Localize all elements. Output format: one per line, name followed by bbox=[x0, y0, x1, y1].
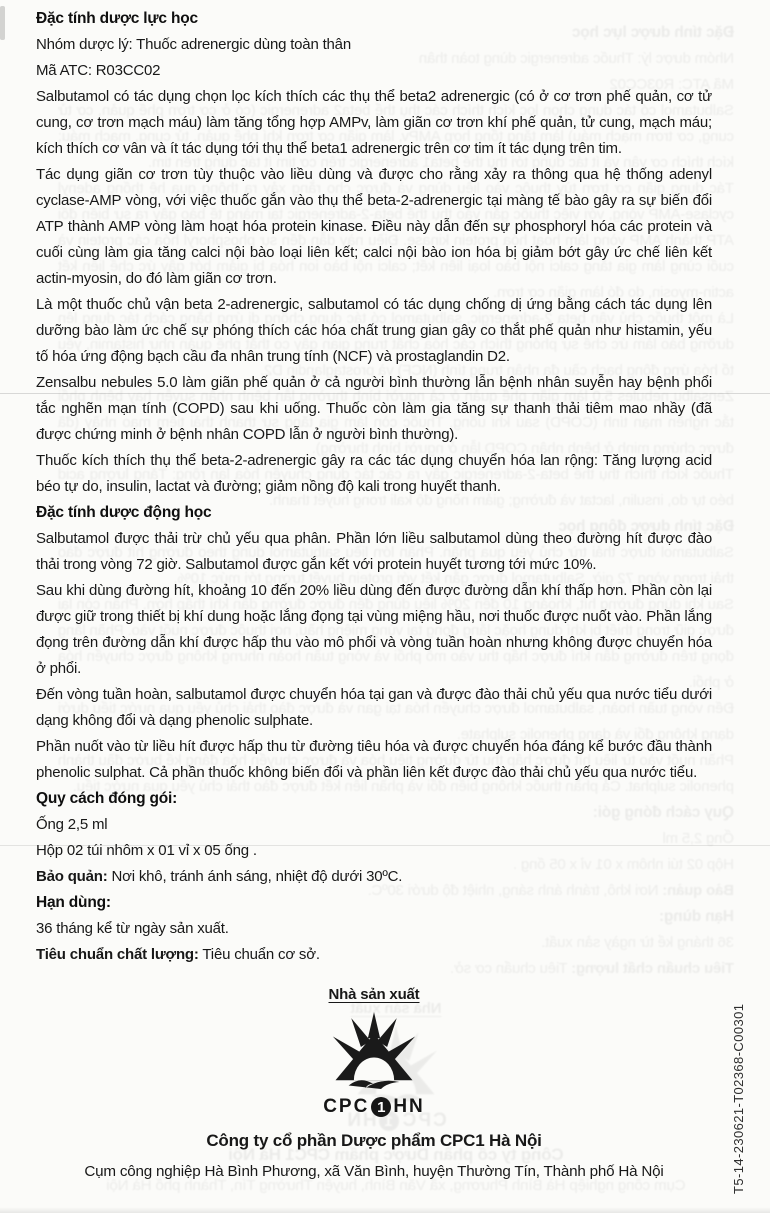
pd-paragraph: Là một thuốc chủ vận beta 2-adrenergic, salbutamol có tác dụng chống dị ứng bằng cách tác dụng lên dưỡng bào làm ức chế sự phóng thích các hóa chất trung gian gây co thắt phế quản như histamin, yếu tố hóa ứng động bạch cầu đa nhân trung tính (NCF) và prostaglandin D2. bbox=[36, 296, 712, 365]
company-address: Cụm công nghiệp Hà Bình Phương, xã Văn Bình, huyện Thường Tín, Thành phố Hà Nội bbox=[84, 1163, 664, 1180]
manufacturer-block bbox=[36, 982, 712, 1185]
section-heading-pharmacodynamics: Đặc tính dược lực học bbox=[36, 10, 198, 27]
section-heading-packaging: Quy cách đóng gói: bbox=[36, 790, 178, 807]
storage-line bbox=[36, 864, 712, 890]
logo-prefix: CPC bbox=[323, 1096, 370, 1117]
scan-smudge bbox=[0, 6, 5, 40]
quality-label: Tiêu chuẩn chất lượng: bbox=[36, 946, 199, 963]
scan-artifact-line bbox=[0, 845, 770, 846]
quality-text: Tiêu chuẩn cơ sở. bbox=[202, 946, 320, 963]
shelf-life-line: 36 tháng kể từ ngày sản xuất. bbox=[36, 920, 229, 937]
drug-group-line: Nhóm dược lý: Thuốc adrenergic dùng toàn thân bbox=[36, 36, 351, 53]
pd-paragraph: Zensalbu nebules 5.0 làm giãn phế quản ở cả người bình thường lẫn bệnh nhân suyễn hay bệnh phổi tắc nghẽn mạn tính (COPD) sau khi uống. Thuốc còn làm gia tăng sự thanh thải tiêm mao nhầy (đã được chứng minh ở bệnh nhân COPD lẫn ở người bình thường). bbox=[36, 374, 712, 443]
packaging-line-box: Hộp 02 túi nhôm x 01 vỉ x 05 ống . bbox=[36, 842, 257, 859]
pd-paragraph: Salbutamol có tác dụng chọn lọc kích thích các thụ thể beta2 adrenergic (có ở cơ trơn phế quản, cơ tử cung, cơ trơn mạch máu) làm tăng tổng hợp AMPv, làm giãn cơ trơn khí phế quản, tử cung, mạch máu; kích thích cơ vân và ít tác dụng tới thụ thể beta1 adrenergic trên cơ tim ít tác dụng trên tim. bbox=[36, 88, 712, 157]
section-heading-pharmacokinetics: Đặc tính dược động học bbox=[36, 504, 212, 521]
logo-one-badge: 1 bbox=[371, 1097, 391, 1117]
atc-code-line: Mã ATC: R03CC02 bbox=[36, 62, 161, 79]
manufacturer-title bbox=[36, 982, 712, 1008]
pk-paragraph: Salbutamol được thải trừ chủ yếu qua phân. Phần lớn liều salbutamol dùng theo đường hít được đào thải trong vòng 72 giờ. Salbutamol được gắn kết với protein huyết tương tới mức 10%. bbox=[36, 530, 712, 573]
packaging-line-vial: Ống 2,5 ml bbox=[36, 816, 108, 833]
cpc1hn-logo-icon bbox=[315, 1012, 433, 1096]
pk-paragraph: Phần nuốt vào từ liều hít được hấp thu từ đường tiêu hóa và được chuyển hóa đáng kể bước đầu thành phenolic sulphat. Cả phần thuốc không biến đổi và phần liên kết được đào thải chủ yếu qua nước tiểu. bbox=[36, 738, 712, 781]
pd-paragraph: Thuốc kích thích thụ thể beta-2-adrenergic gây ra các tác dụng chuyển hóa lan rộng: Tăng lượng acid béo tự do, insulin, lactat và đường; giảm nồng độ kali trong huyết thanh. bbox=[36, 452, 712, 495]
batch-code-vertical: T5-14-230621-T02368-C00301 bbox=[731, 1003, 746, 1194]
storage-text: Nơi khô, tránh ánh sáng, nhiệt độ dưới 30ºC. bbox=[111, 868, 403, 885]
pk-paragraph: Sau khi dùng đường hít, khoảng 10 đến 20% liều dùng đến được đường dẫn khí thấp hơn. Phần còn lại được giữ trong thiết bị khí dung hoặc lắng đọng tại vùng miệng hầu, nơi thuốc được nuốt vào. Phần lắng đọng trên đường dẫn khí được hấp thu vào mô phổi và vòng tuần hoàn nhưng không được chuyển hóa ở phổi. bbox=[36, 582, 712, 677]
pk-paragraph: Đến vòng tuần hoàn, salbutamol được chuyển hóa tại gan và được đào thải chủ yếu qua nước tiểu dưới dạng không đổi và dạng phenolic sulphate. bbox=[36, 686, 712, 729]
page-bottom-shade bbox=[0, 1207, 770, 1213]
scan-artifact-line bbox=[0, 393, 770, 394]
cpc1hn-logo-text bbox=[36, 1094, 712, 1120]
pd-paragraph: Tác dụng giãn cơ trơn tùy thuộc vào liều dùng và được cho rằng xảy ra thông qua hệ thống adenyl cyclase-AMP vòng, với việc thuốc gắn vào thụ thể beta-2-adrenergic tại màng tế bào gây ra sự biến đổi ATP thành AMP vòng làm hoạt hóa protein kinase. Điều này dẫn đến sự phosphoryl hóa các protein và cuối cùng làm gia tăng calci nội bào loại liên kết; calci nội bào ion hóa bị giảm bớt gây ức chế liên kết actin-myosin, do đó làm giãn cơ trơn. bbox=[36, 166, 712, 287]
quality-line bbox=[36, 942, 712, 968]
logo-suffix: HN bbox=[393, 1096, 425, 1117]
manufacturer-title-text: Nhà sản xuất bbox=[328, 986, 420, 1003]
storage-label: Bảo quản: bbox=[36, 868, 108, 885]
company-name: Công ty cổ phần Dược phẩm CPC1 Hà Nội bbox=[206, 1131, 542, 1150]
section-heading-shelf-life: Hạn dùng: bbox=[36, 894, 111, 911]
leaflet-content: Đặc tính dược lực học Nhóm dược lý: Thuốc adrenergic dùng toàn thân Mã ATC: R03CC02 Salbutamol có tác dụng chọn lọc kích thích các thụ thể beta2 adrenergic (có ở cơ trơn phế quản, cơ tử cung, cơ trơn mạch máu) làm tăng tổng hợp AMPv, làm giãn cơ trơn khí phế quản, tử cung, mạch máu; kích thích cơ vân và ít tác dụng tới thụ thể beta1 adrenergic trên cơ tim ít tác dụng trên tim. Tác dụng giãn cơ trơn tùy thuộc vào liều dùng và được cho rằng xảy ra thông qua hệ thống adenyl cyclase-AMP vòng, với việc thuốc gắn vào thụ thể beta-2-adrenergic tại màng tế bào gây ra sự biến đổi ATP thành AMP vòng làm hoạt hóa protein kinase. Điều này dẫn đến sự phosphoryl hóa các protein và cuối cùng làm gia tăng calci nội bào loại liên kết; calci nội bào ion hóa bị giảm bớt gây ức chế liên kết actin-myosin, do đó làm giãn cơ trơn. Là một thuốc chủ vận beta 2-adrenergic, salbutamol có tác dụng chống dị ứng bằng cách tác dụng lên dưỡng bào làm ức chế sự phóng thích các hóa chất trung gian gây co thắt phế quản như histamin, yếu tố hóa ứng động bạch cầu đa nhân trung tính (NCF) và prostaglandin D2. Zensalbu nebules 5.0 làm giãn phế quản ở cả người bình thường lẫn bệnh nhân suyễn hay bệnh phổi tắc nghẽn mạn tính (COPD) sau khi uống. Thuốc còn làm gia tăng sự thanh thải tiêm mao nhầy (đã được chứng minh ở bệnh nhân COPD lẫn ở người bình thường). Thuốc kích thích thụ thể beta-2-adrenergic gây ra các tác dụng chuyển hóa lan rộng: Tăng lượng acid béo tự do, insulin, lactat và đường; giảm nồng độ kali trong huyết thanh. Đặc tính dược động học Salbutamol được thải trừ chủ yếu qua phân. Phần lớn liều salbutamol dùng theo đường hít được đào thải trong vòng 72 giờ. Salbutamol được gắn kết với protein huyết tương tới mức 10%. Sau khi dùng đường hít, khoảng 10 đến 20% liều dùng đến được đường dẫn khí thấp hơn. Phần còn lại được giữ trong thiết bị khí dung hoặc lắng đọng tại vùng miệng hầu, nơi thuốc được nuốt vào. Phần lắng đọng trên đường dẫn khí được hấp thu vào mô phổi và vòng tuần hoàn nhưng không được chuyển hóa ở phổi. Đến vòng tuần hoàn, salbutamol được chuyển hóa tại gan và được đào thải chủ yếu qua nước tiểu dưới dạng không đổi và dạng phenolic sulphate. Phần nuốt vào từ liều hít được hấp thu từ đường tiêu hóa và được chuyển hóa đáng kể bước đầu thành phenolic sulphat. Cả phần thuốc không biến đổi và phần liên kết được đào thải chủ yếu qua nước tiểu. Quy cách đóng gói: Ống 2,5 ml Hộp 02 túi nhôm x 01 vỉ x 05 ống . Bảo quản: Nơi khô, tránh ánh sáng, nhiệt độ dưới 30ºC. Hạn dùng: 36 tháng kể từ ngày sản xuất. Tiêu chuẩn chất lượng: Tiêu chuẩn cơ sở. Nhà sản xuất CPC 1 HN Công ty cổ phần Dược phẩm CPC1 Hà Nội Cụm công nghiệp Hà Bình Phương, xã Văn Bình, huyện Thường Tín, Thành phố Hà Nội bbox=[58, 24, 734, 1194]
